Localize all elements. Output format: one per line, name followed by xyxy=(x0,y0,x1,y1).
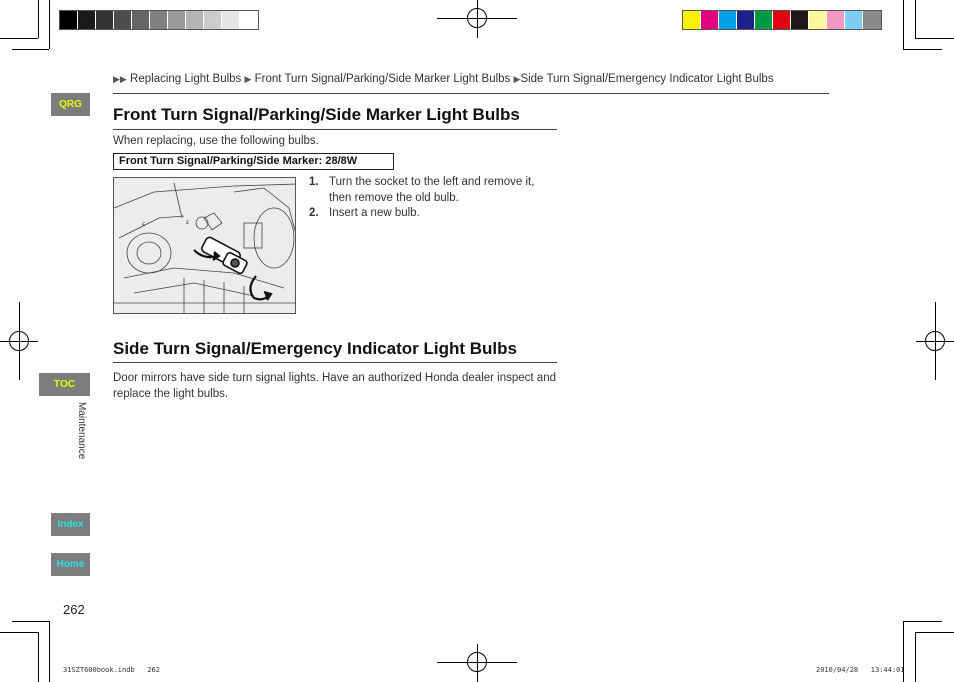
color-swatch xyxy=(150,11,168,29)
step-item xyxy=(309,206,559,222)
breadcrumb-arrow-icon: ▶▶ xyxy=(113,74,127,84)
print-timestamp: 2010/04/28 13:44:01 xyxy=(816,666,905,674)
heading-underline xyxy=(113,129,557,130)
breadcrumb-arrow-icon: ▶ xyxy=(513,74,521,84)
heading-underline xyxy=(113,362,557,363)
color-swatch xyxy=(78,11,96,29)
breadcrumb-item[interactable]: Side Turn Signal/Emergency Indicator Light Bulbs xyxy=(520,73,774,85)
toc-tab-label: TOC xyxy=(54,379,75,390)
breadcrumb-item[interactable]: Front Turn Signal/Parking/Side Marker Light Bulbs xyxy=(254,73,511,85)
engine-bay-drawing xyxy=(114,178,296,314)
home-tab[interactable] xyxy=(51,553,90,576)
toc-tab[interactable] xyxy=(39,373,90,396)
section-heading: Front Turn Signal/Parking/Side Marker Light Bulbs xyxy=(113,105,520,124)
color-swatch xyxy=(737,11,755,29)
step-text: Turn the socket to the left and remove it, then remove the old bulb. xyxy=(329,176,535,204)
process-color-bar xyxy=(682,10,882,30)
section-body-text: Door mirrors have side turn signal lights. Have an authorized Honda dealer inspect and replace the light bulbs. xyxy=(113,372,556,400)
step-text: Insert a new bulb. xyxy=(329,207,420,219)
color-swatch xyxy=(132,11,150,29)
color-swatch xyxy=(773,11,791,29)
color-swatch xyxy=(204,11,222,29)
step-item xyxy=(309,175,559,206)
section-heading: Side Turn Signal/Emergency Indicator Light Bulbs xyxy=(113,339,517,358)
breadcrumb-divider xyxy=(113,93,829,94)
color-swatch xyxy=(60,11,78,29)
color-swatch xyxy=(96,11,114,29)
svg-text:ε: ε xyxy=(186,219,190,226)
grayscale-bar xyxy=(59,10,259,30)
color-swatch xyxy=(222,11,240,29)
color-swatch xyxy=(791,11,809,29)
index-tab-label: Index xyxy=(57,519,84,530)
color-swatch xyxy=(186,11,204,29)
color-swatch xyxy=(683,11,701,29)
color-swatch xyxy=(719,11,737,29)
step-number: 2. xyxy=(309,207,319,219)
replacement-steps xyxy=(309,175,559,222)
qrg-tab[interactable] xyxy=(51,93,90,116)
print-file-info: 31SZT600book.indb 262 xyxy=(63,666,160,674)
breadcrumb-arrow-icon: ▶ xyxy=(244,74,252,84)
color-swatch xyxy=(240,11,258,29)
breadcrumb xyxy=(113,73,774,85)
color-swatch xyxy=(827,11,845,29)
qrg-tab-label: QRG xyxy=(59,99,82,110)
intro-text: When replacing, use the following bulbs. xyxy=(113,135,319,147)
color-swatch xyxy=(809,11,827,29)
step-number: 1. xyxy=(309,176,319,188)
page-number: 262 xyxy=(63,602,85,617)
breadcrumb-item[interactable]: Replacing Light Bulbs xyxy=(130,73,242,85)
index-tab[interactable] xyxy=(51,513,90,536)
color-swatch xyxy=(168,11,186,29)
color-swatch xyxy=(755,11,773,29)
color-swatch xyxy=(845,11,863,29)
svg-text:ε: ε xyxy=(142,221,146,228)
section-label: Maintenance xyxy=(76,402,87,460)
bulb-socket-illustration xyxy=(113,177,296,314)
bulb-spec-label: Front Turn Signal/Parking/Side Marker: 28/8W xyxy=(113,153,394,170)
color-swatch xyxy=(114,11,132,29)
color-swatch xyxy=(863,11,881,29)
color-swatch xyxy=(701,11,719,29)
home-tab-label: Home xyxy=(56,559,85,570)
